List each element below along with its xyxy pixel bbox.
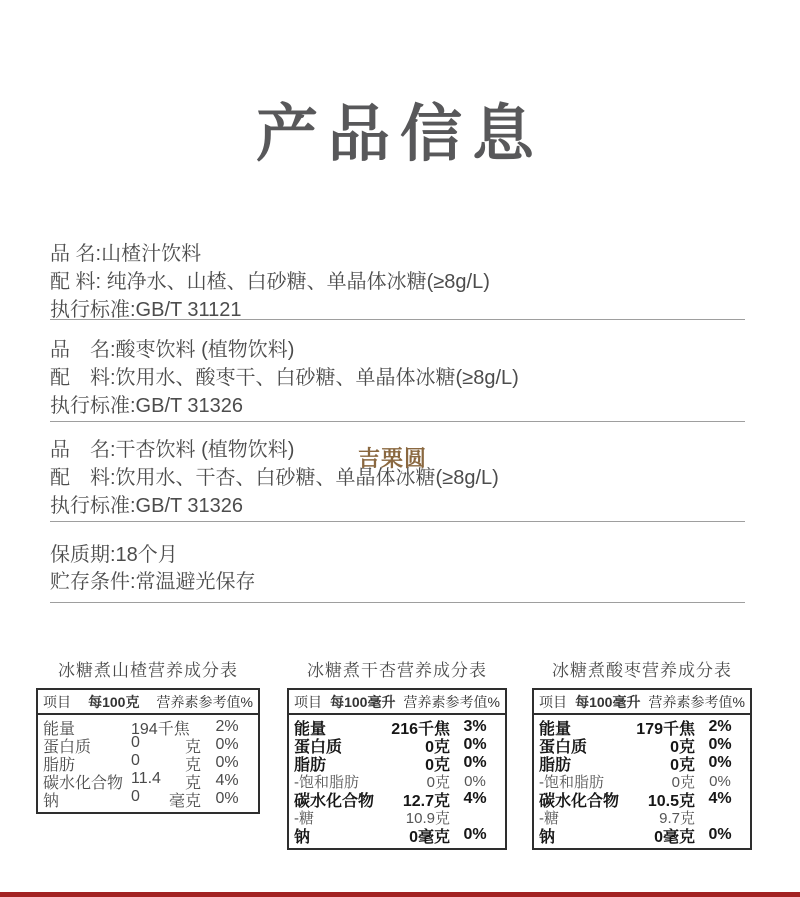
header-nrv: 营养素参考值%: [648, 693, 745, 710]
nutrition-row: [289, 826, 505, 844]
page-title: 产品信息: [255, 100, 544, 169]
shelf-life: 保质期:18个月: [50, 544, 178, 566]
nutrient-name: 碳水化合物: [43, 774, 124, 792]
nutrition-table-title: 冰糖煮山楂营养成分表: [58, 661, 238, 680]
amount-number: 179千焦: [636, 720, 695, 738]
nutrition-table-body: [38, 715, 258, 812]
nutrient-name: 能量: [294, 720, 327, 738]
product-ingredients: 配 料: 纯净水、山楂、白砂糖、单晶体冰糖(≥8g/L): [50, 271, 490, 293]
header-item: 项目: [294, 693, 322, 710]
amount-number: 0克: [426, 773, 450, 791]
nutrient-nrv: 0%: [708, 754, 732, 771]
amount-number: 10.5克: [647, 792, 695, 810]
nutrient-nrv: 4%: [463, 790, 487, 807]
amount-number: 194千焦: [131, 720, 190, 738]
product-ingredients: 配 料:饮用水、酸枣干、白砂糖、单晶体冰糖(≥8g/L): [50, 367, 519, 389]
nutrition-row: [289, 790, 505, 808]
header-nrv: 营养素参考值%: [156, 693, 253, 710]
nutrient-name: -饱和脂肪: [294, 773, 359, 791]
header-amount: 每100毫升: [330, 693, 396, 710]
nutrient-name: 能量: [539, 720, 572, 738]
amount-number: 0克: [671, 773, 695, 791]
nutrient-nrv: 0%: [464, 772, 486, 790]
nutrient-name: 碳水化合物: [294, 792, 375, 810]
nutrient-nrv: 3%: [463, 718, 487, 735]
nutrient-amount: [633, 824, 695, 847]
product-standard: 执行标准:GB/T 31326: [50, 495, 244, 517]
nutrient-nrv: 0%: [215, 790, 239, 807]
section-divider: [50, 521, 745, 522]
nutrient-nrv: 0%: [708, 736, 732, 753]
amount-number: 0克: [425, 756, 450, 774]
brand-logo: 吉栗圆: [358, 446, 428, 471]
nutrition-table-apricot: [287, 656, 507, 850]
nutrient-amount: [388, 824, 450, 847]
amount-number: 0: [131, 751, 140, 769]
amount-unit: 克: [184, 774, 201, 792]
nutrition-table-body: [534, 715, 750, 848]
header-item: 项目: [43, 693, 71, 710]
header-nrv: 营养素参考值%: [403, 693, 500, 710]
nutrition-row: [534, 754, 750, 772]
nutrient-name: 蛋白质: [294, 738, 343, 756]
storage-conditions: 贮存条件:常温避光保存: [50, 571, 256, 593]
amount-number: 0克: [670, 756, 695, 774]
nutrient-nrv: 2%: [215, 718, 239, 735]
nutrient-name: -糖: [539, 809, 559, 827]
bottom-red-bar: [0, 892, 800, 897]
nutrient-name: -糖: [294, 809, 314, 827]
amount-number: 0克: [425, 738, 450, 756]
nutrient-name: 钠: [294, 828, 311, 846]
nutrient-name: 蛋白质: [539, 738, 588, 756]
product-standard: 执行标准:GB/T 31326: [50, 395, 244, 417]
nutrition-row: [534, 790, 750, 808]
nutrition-table-header: [38, 690, 258, 715]
nutrient-name: -饱和脂肪: [539, 773, 604, 791]
amount-number: 0毫克: [654, 828, 695, 846]
nutrition-row: [289, 754, 505, 772]
section-divider: [50, 319, 745, 320]
nutrient-name: 脂肪: [43, 756, 76, 774]
amount-number: 216千焦: [391, 720, 450, 738]
nutrient-nrv: 0%: [463, 754, 487, 771]
nutrient-nrv: 0%: [215, 754, 239, 771]
amount-number: 0: [131, 733, 140, 751]
nutrient-nrv: 4%: [708, 790, 732, 807]
amount-number: 0毫克: [409, 828, 450, 846]
product-standard: 执行标准:GB/T 31121: [50, 299, 242, 321]
amount-number: 0: [131, 787, 140, 805]
nutrient-nrv: 4%: [215, 772, 239, 789]
section-divider: [50, 421, 745, 422]
product-name: 品 名:山楂汁饮料: [50, 243, 202, 265]
product-ingredients: 配 料:饮用水、干杏、白砂糖、单晶体冰糖(≥8g/L): [50, 467, 499, 489]
amount-unit: 克: [184, 756, 201, 774]
nutrient-name: 碳水化合物: [539, 792, 620, 810]
nutrient-nrv: 2%: [708, 718, 732, 735]
amount-unit: 克: [184, 738, 201, 756]
nutrient-nrv: 0%: [709, 772, 731, 790]
nutrient-name: 钠: [539, 828, 556, 846]
nutrient-name: 脂肪: [539, 756, 572, 774]
nutrient-name: 脂肪: [294, 756, 327, 774]
nutrient-name: 钠: [43, 792, 60, 810]
nutrition-table-hawthorn: [36, 656, 260, 814]
nutrition-table-header: [534, 690, 750, 715]
amount-unit: 毫克: [168, 792, 201, 810]
section-divider: [50, 602, 745, 603]
amount-number: 12.7克: [402, 792, 450, 810]
product-section-hawthorn: [50, 240, 745, 324]
nutrition-table-header: [289, 690, 505, 715]
amount-number: 0克: [670, 738, 695, 756]
nutrition-table-title: 冰糖煮酸枣营养成分表: [552, 661, 732, 680]
nutrient-name: 蛋白质: [43, 738, 92, 756]
storage-section: [50, 542, 745, 596]
amount-number: 10.9克: [405, 809, 450, 827]
nutrition-row: [38, 787, 258, 810]
product-name: 品 名:酸枣饮料 (植物饮料): [50, 339, 295, 361]
header-amount: 每100克: [88, 693, 140, 710]
nutrition-table-body: [289, 715, 505, 848]
nutrient-name: 能量: [43, 720, 76, 738]
nutrition-row: [534, 826, 750, 844]
nutrient-nrv: 0%: [463, 826, 487, 843]
product-name: 品 名:干杏饮料 (植物饮料): [50, 439, 295, 461]
nutrient-nrv: 0%: [215, 736, 239, 753]
product-section-jujube: [50, 336, 745, 420]
nutrient-amount: [131, 788, 201, 811]
header-amount: 每100毫升: [575, 693, 641, 710]
nutrient-nrv: 0%: [463, 736, 487, 753]
nutrition-table-title: 冰糖煮干杏营养成分表: [307, 661, 487, 680]
nutrition-table-jujube: [532, 656, 752, 850]
nutrient-nrv: 0%: [708, 826, 732, 843]
amount-number: 11.4: [131, 769, 161, 787]
header-item: 项目: [539, 693, 567, 710]
amount-number: 9.7克: [659, 809, 695, 827]
